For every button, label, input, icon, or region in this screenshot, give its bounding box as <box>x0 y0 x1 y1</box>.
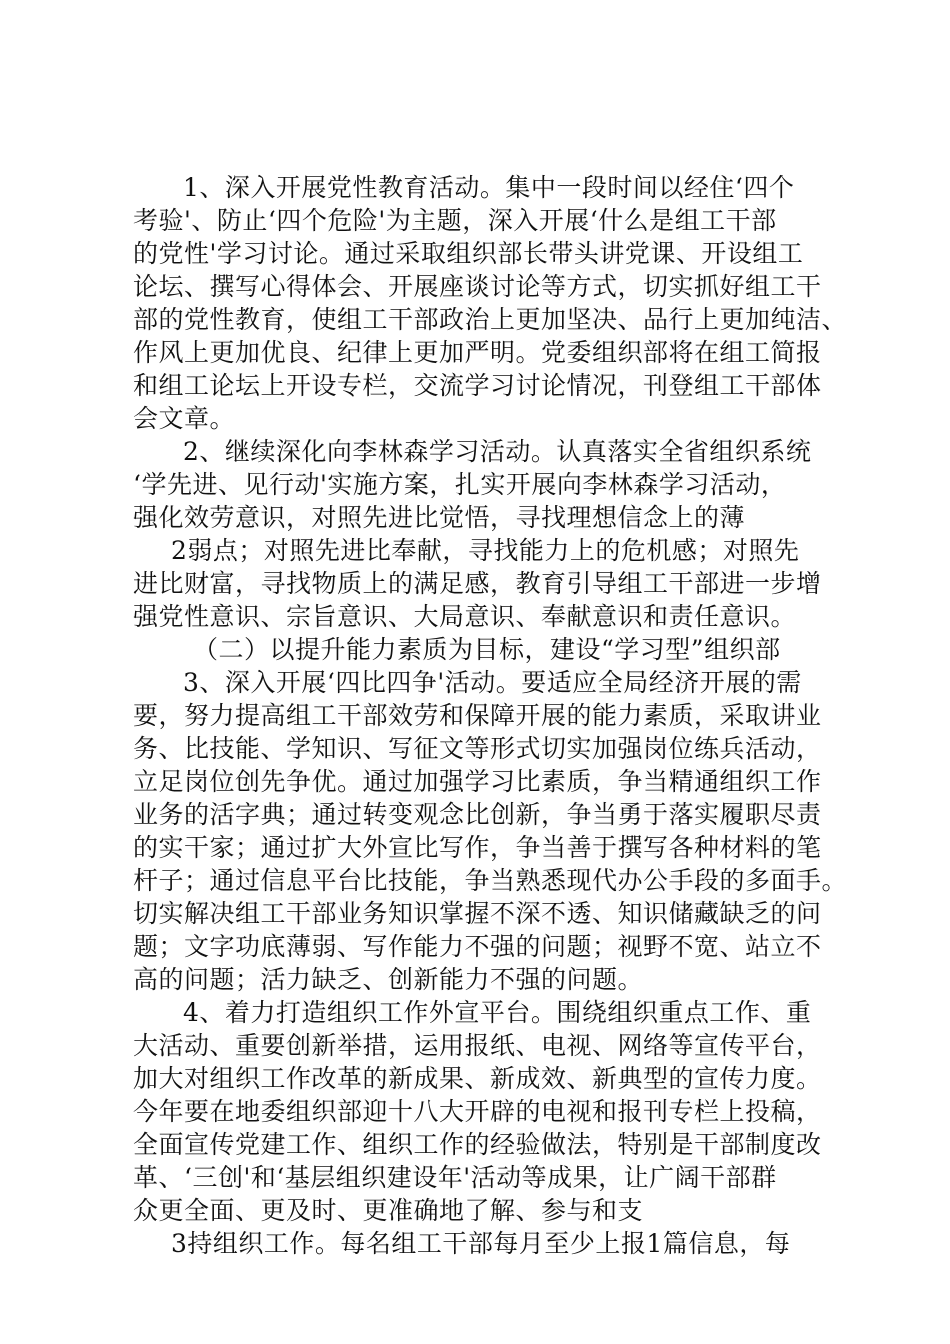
text-line: 众更全面、更及时、更准确地了解、参与和支 <box>133 1196 644 1225</box>
text-line: 大活动、重要创新举措，运用报纸、电视、网络等宣传平台， <box>133 1031 822 1060</box>
text-line: 革、‘三创'和‘基层组织建设年'活动等成果，让广阔干部群 <box>133 1163 777 1192</box>
text-line: 题；文字功底薄弱、写作能力不强的问题；视野不宽、站立不 <box>133 932 822 961</box>
text-line: 进比财富，寻找物质上的满足感，教育引导组工干部进一步增 <box>133 569 822 598</box>
text-line: 2、继续深化向李林森学习活动。认真落实全省组织系统 <box>183 437 812 466</box>
text-line: 全面宣传党建工作、组织工作的经验做法，特别是干部制度改 <box>133 1130 822 1159</box>
text-line: 今年要在地委组织部迎十八大开辟的电视和报刊专栏上投稿， <box>133 1097 822 1126</box>
document-body <box>133 171 848 1260</box>
text-line: 加大对组织工作改革的新成果、新成效、新典型的宣传力度。 <box>133 1064 822 1093</box>
text-line: 的实干家；通过扩大外宣比写作，争当善于撰写各种材料的笔 <box>133 833 822 862</box>
text-line: 3持组织工作。每名组工干部每月至少上报1篇信息，每 <box>171 1229 791 1258</box>
text-line: 强化效劳意识，对照先进比觉悟，寻找理想信念上的薄 <box>133 503 746 532</box>
text-line: 业务的活字典；通过转变观念比创新，争当勇于落实履职尽责 <box>133 800 822 829</box>
text-line: ‘学先进、见行动'实施方案，扎实开展向李林森学习活动， <box>133 470 787 499</box>
text-line: 部的党性教育，使组工干部政治上更加坚决、品行上更加纯洁、 <box>133 305 848 334</box>
text-line: 2弱点；对照先进比奉献，寻找能力上的危机感；对照先 <box>171 536 800 565</box>
text-line: 1、深入开展党性教育活动。集中一段时间以经住‘四个 <box>183 173 795 202</box>
text-line: 切实解决组工干部业务知识掌握不深不透、知识储藏缺乏的问 <box>133 899 822 928</box>
text-line: 立足岗位创先争优。通过加强学习比素质，争当精通组织工作 <box>133 767 822 796</box>
text-line: 会文章。 <box>133 404 236 433</box>
text-line: 的党性'学习讨论。通过采取组织部长带头讲党课、开设组工 <box>133 239 804 268</box>
text-line: 高的问题；活力缺乏、创新能力不强的问题。 <box>133 965 644 994</box>
text-line: 3、深入开展‘四比四争'活动。要适应全局经济开展的需 <box>183 668 802 697</box>
text-line: 4、着力打造组织工作外宣平台。围绕组织重点工作、重 <box>183 998 812 1027</box>
text-line: 考验'、防止‘四个危险'为主题，深入开展‘什么是组工干部 <box>133 206 777 235</box>
text-line: 和组工论坛上开设专栏，交流学习讨论情况，刊登组工干部体 <box>133 371 822 400</box>
text-line: 作风上更加优良、纪律上更加严明。党委组织部将在组工简报 <box>133 338 822 367</box>
text-line: 务、比技能、学知识、写征文等形式切实加强岗位练兵活动， <box>133 734 822 763</box>
text-line: 论坛、撰写心得体会、开展座谈讨论等方式，切实抓好组工干 <box>133 272 822 301</box>
text-line: 要，努力提高组工干部效劳和保障开展的能力素质，采取讲业 <box>133 701 822 730</box>
text-line: 杆子；通过信息平台比技能，争当熟悉现代办公手段的多面手。 <box>133 866 848 895</box>
text-line: 强党性意识、宗旨意识、大局意识、奉献意识和责任意识。 <box>133 602 797 631</box>
section-heading: （二）以提升能力素质为目标，建设“学习型”组织部 <box>193 635 781 664</box>
